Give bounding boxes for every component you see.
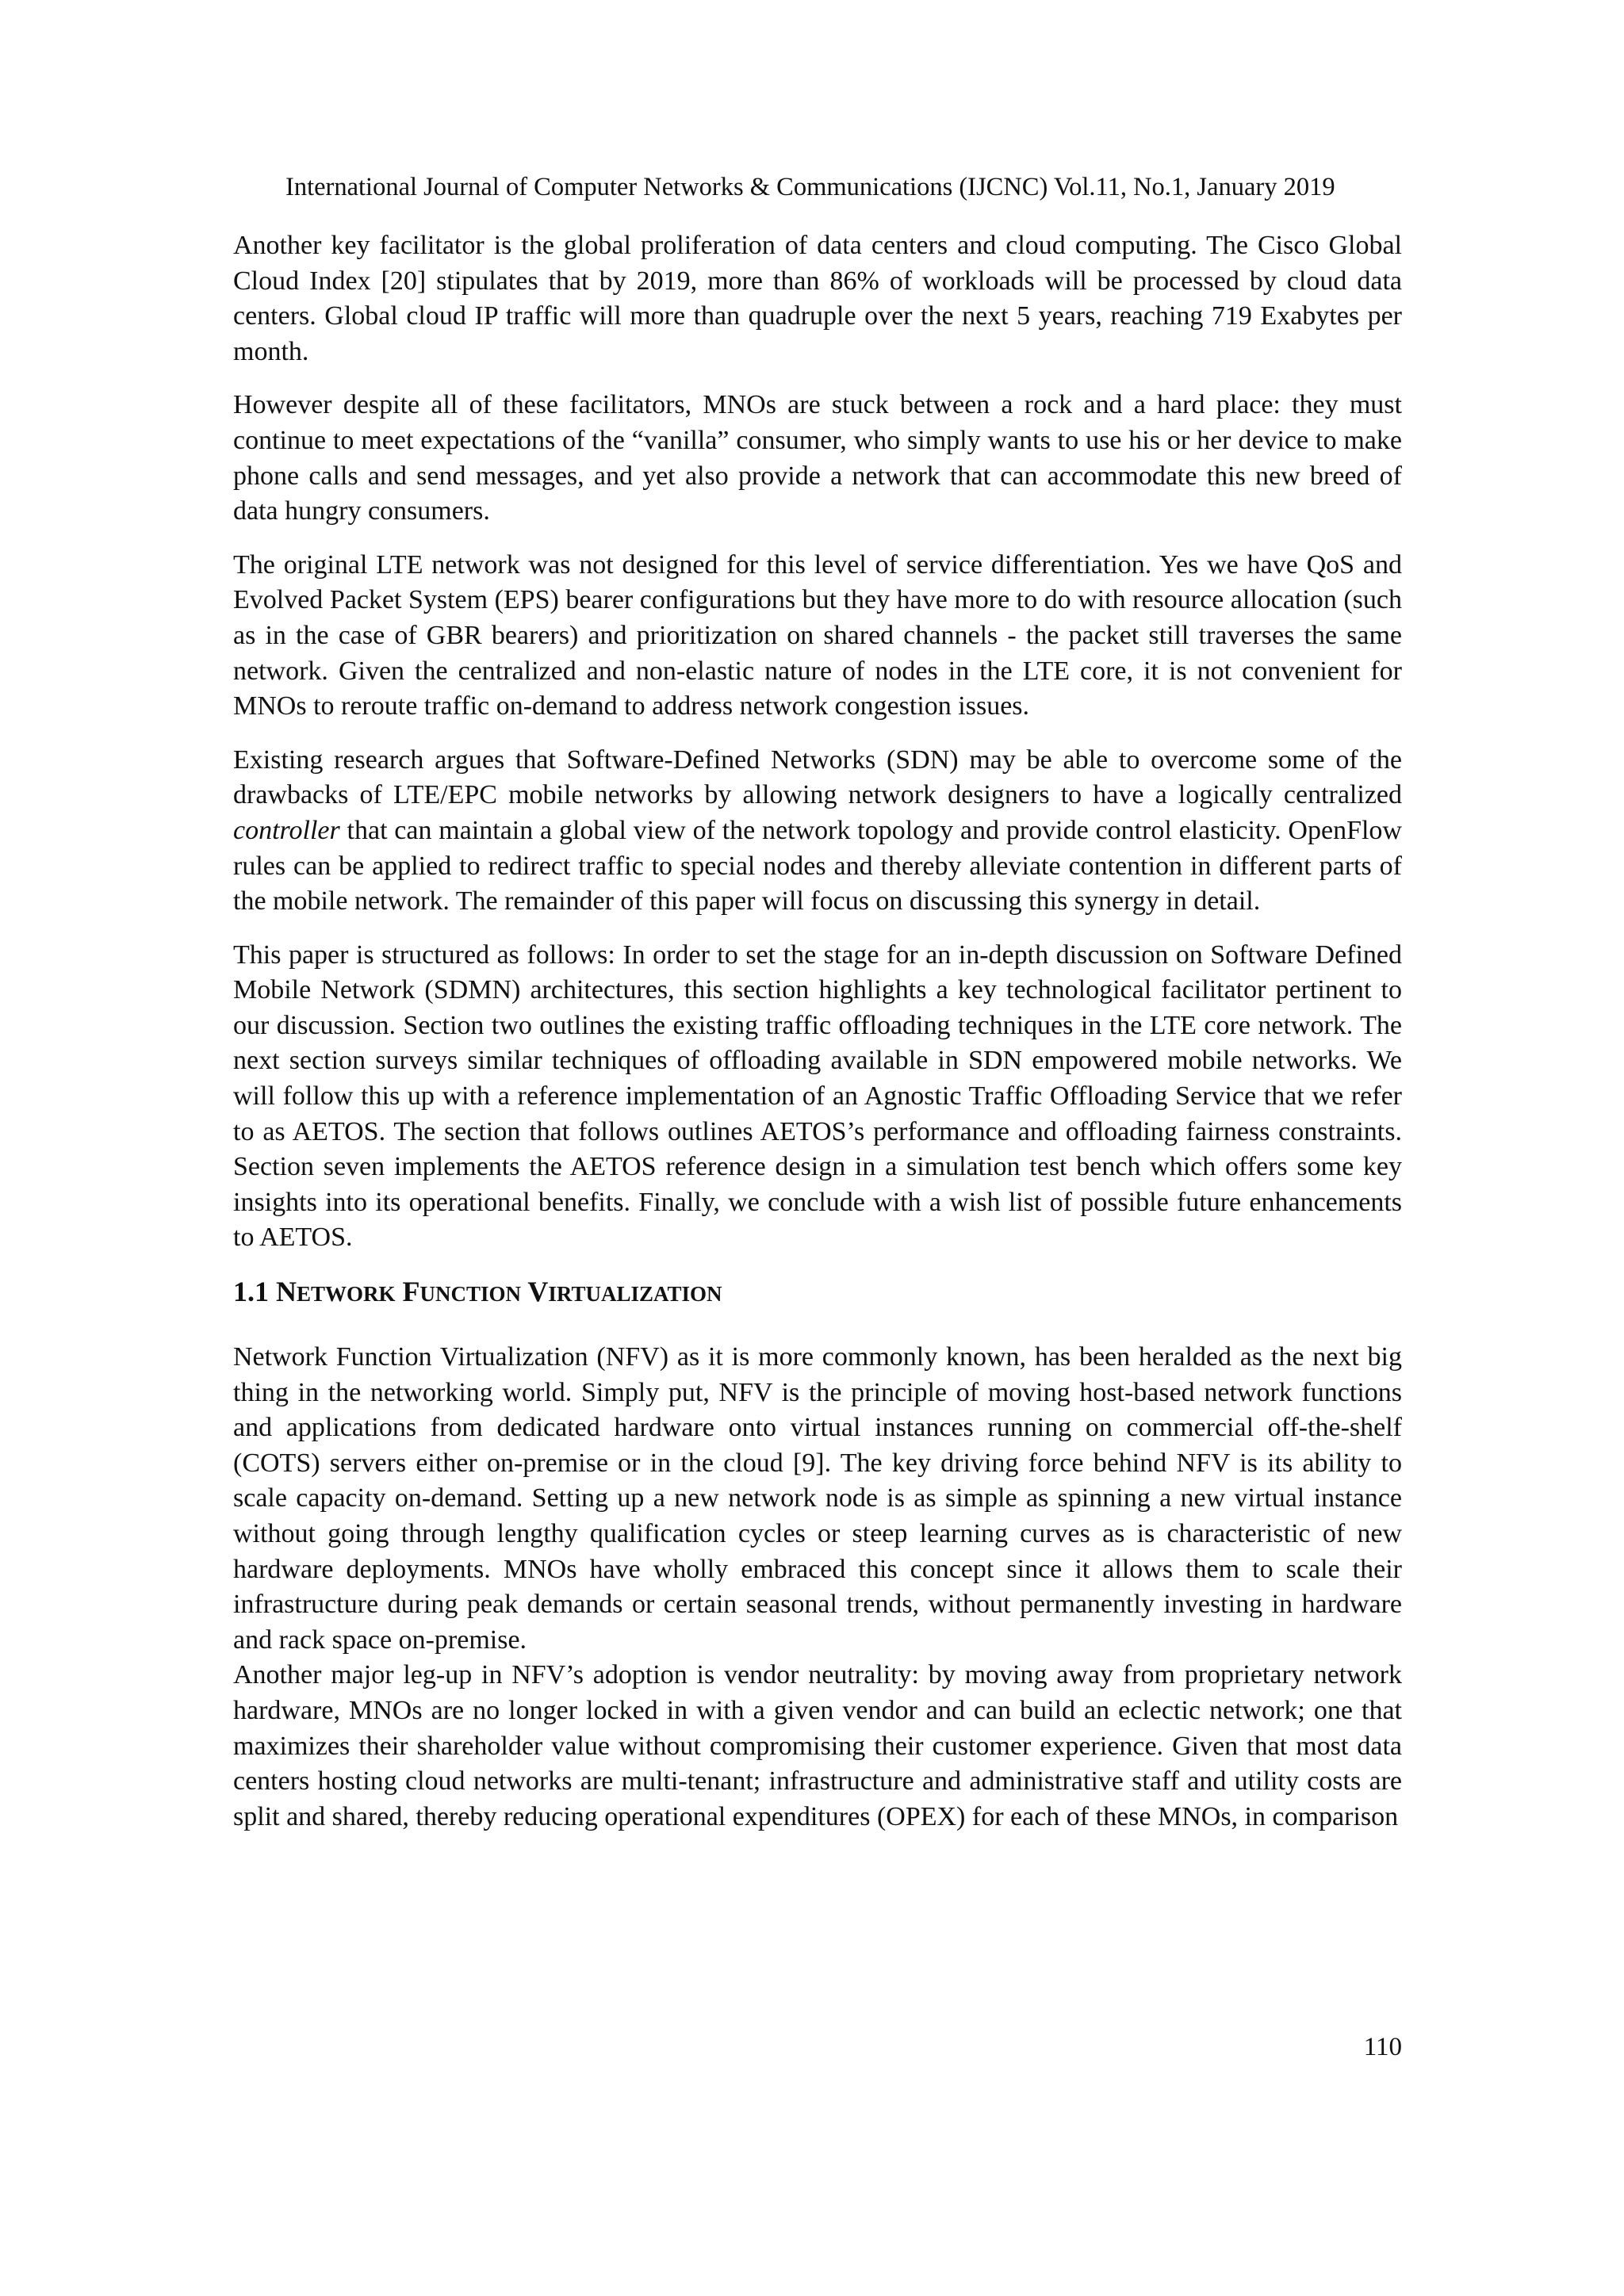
paragraph-cloud-facilitator: Another key facilitator is the global proliferation of data centers and cloud computing. The Cisco Global Cloud Index [20] stipulates that by 2019, more than 86% of workloads will be processed by cloud data centers. Global cloud IP traffic will more than quadruple over the next 5 years, reaching 719 Exabytes per month.	[233, 231, 1402, 366]
body-text	[233, 228, 1402, 1853]
section-heading-nfv	[233, 1274, 1402, 1311]
heading-word2-initial: F	[402, 1276, 420, 1308]
page-number: 110	[1363, 2033, 1402, 2061]
heading-word2-rest: UNCTION	[419, 1282, 522, 1307]
paragraph-sdn-research	[233, 743, 1402, 920]
journal-header: International Journal of Computer Networks & Communications (IJCNC) Vol.11, No.1, January 2019	[285, 173, 1335, 201]
paragraph-paper-structure: This paper is structured as follows: In order to set the stage for an in-depth discussion on Software Defined Mobile Network (SDMN) architectures, this section highlights a key technological facilitator pertinent to our discussion. Section two outlines the existing traffic offloading techniques in the LTE core network. The next section surveys similar techniques of offloading available in SDN empowered mobile networks. We will follow this up with a reference implementation of an Agnostic Traffic Offloading Service that we refer to as AETOS. The section that follows outlines AETOS’s performance and offloading fairness constraints. Section seven implements the AETOS reference design in a simulation test bench which offers some key insights into its operational benefits. Finally, we conclude with a wish list of possible future enhancements to AETOS.	[233, 939, 1402, 1253]
paragraph-mno-dilemma: However despite all of these facilitators, MNOs are stuck between a rock and a hard place: they must continue to meet expectations of the “vanilla” consumer, who simply wants to use his or her device to make phone calls and send messages, and yet also provide a network that can accommodate this new breed of data hungry consumers.	[233, 390, 1402, 526]
heading-word1-rest: ETWORK	[297, 1282, 396, 1307]
paragraph-nfv-definition: Network Function Virtualization (NFV) as it is more commonly known, has been heralded as the next big thing in the networking world. Simply put, NFV is the principle of moving host-based network functions and applications from dedicated hardware onto virtual instances running on commercial off-the-shelf (COTS) servers either on-premise or in the cloud [9]. The key driving force behind NFV is its ability to scale capacity on-demand. Setting up a new network node is as simple as spinning a new virtual instance without going through lengthy qualification cycles or steep learning curves as is characteristic of new hardware deployments. MNOs have wholly embraced this concept since it allows them to scale their infrastructure during peak demands or certain seasonal trends, without permanently investing in hardware and rack space on-premise.	[233, 1342, 1402, 1655]
controller-emphasis: controller	[233, 815, 340, 845]
heading-word3-initial: V	[527, 1276, 549, 1308]
paragraph-vendor-neutrality: Another major leg-up in NFV’s adoption is vendor neutrality: by moving away from proprietary network hardware, MNOs are no longer locked in with a given vendor and can build an eclectic network; one that maximizes their shareholder value without compromising their customer experience. Given that most data centers hosting cloud networks are multi-tenant; infrastructure and administrative staff and utility costs are split and shared, thereby reducing operational expenditures (OPEX) for each of these MNOs, in comparison	[233, 1660, 1402, 1831]
heading-word1-initial: N	[276, 1276, 297, 1308]
section-number: 1.1	[233, 1276, 269, 1308]
heading-word3-rest: IRTUALIZATION	[548, 1282, 722, 1307]
paragraph-lte-limitations: The original LTE network was not designed for this level of service differentiation. Yes we have QoS and Evolved Packet System (EPS) bearer configurations but they have more to do with resource allocation (such as in the case of GBR bearers) and prioritization on shared channels - the packet still traverses the same network. Given the centralized and non-elastic nature of nodes in the LTE core, it is not convenient for MNOs to reroute traffic on-demand to address network congestion issues.	[233, 549, 1402, 721]
sdn-text-start: Existing research argues that Software-Defined Networks (SDN) may be able to overcome some of the drawbacks of LTE/EPC mobile networks by allowing network designers to have a logically centralized	[233, 744, 1402, 810]
sdn-text-end: that can maintain a global view of the network topology and provide control elasticity. OpenFlow rules can be applied to redirect traffic to special nodes and thereby alleviate contention in different parts of the mobile network. The remainder of this paper will focus on discussing this synergy in detail.	[233, 815, 1402, 916]
